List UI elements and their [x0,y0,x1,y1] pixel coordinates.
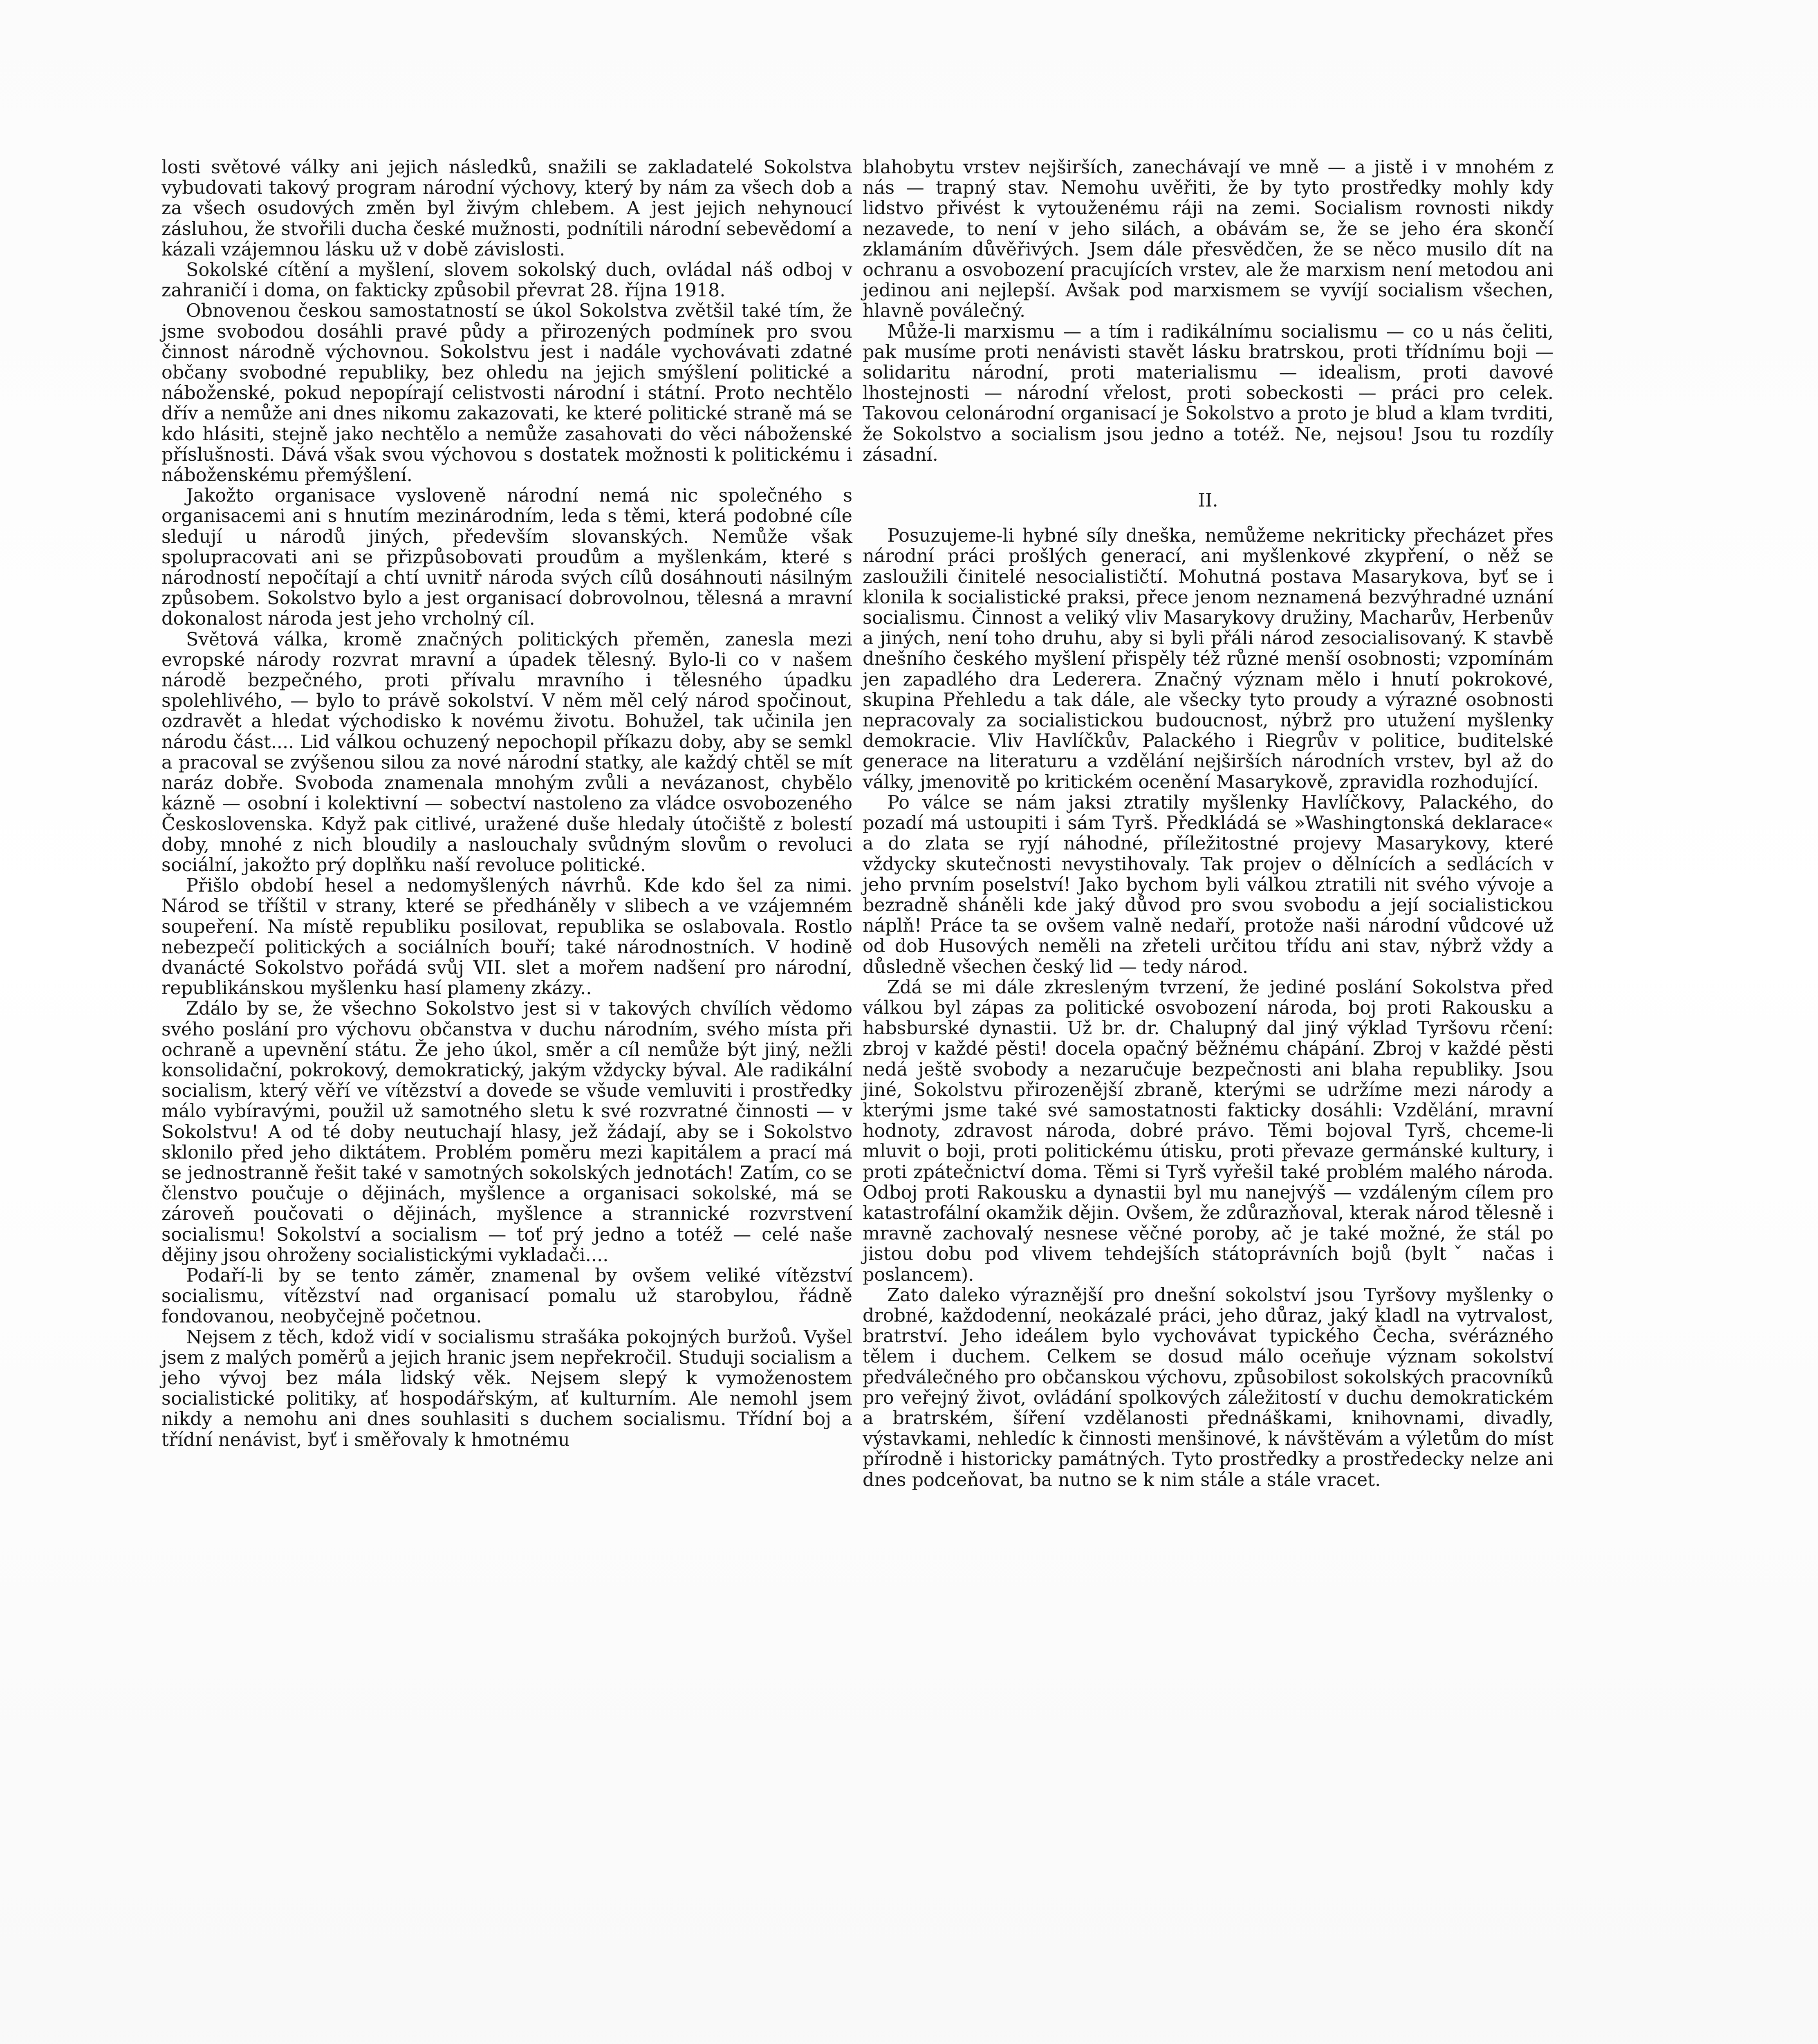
paragraph: Zdá se mi dále zkresleným tvrzení, že jediné poslání Sokolstva před válkou byl zápas za politické osvobození národa, boj proti Rakousku a habsburské dynastii. Už br. dr. Chalupný dal jiný výklad Tyršovu rčení: zbroj v každé pěsti! docela opačný běžnému chápání. Zbroj v každé pěsti nedá ještě svobody a nezaručuje bezpečnosti ani blaha republiky. Jsou jiné, Sokolstvu přirozenější zbraně, kterými se udržíme mezi národy a kterými jsme také své samostatnosti fakticky dosáhli: Vzdělání, mravní hodnoty, zdravost národa, dobré právo. Těmi bojoval Tyrš, chceme-li mluvit o boji, proti politickému útisku, proti převaze germánské kultury, i proti zpátečnictví doma. Těmi si Tyrš vyřešil také problém malého národa. Odboj proti Rakousku a dynastii byl mu nanejvýš — vzdáleným cílem pro katastrofální okamžik dějin. Ovšem, že zdůrazňoval, kterak národ tělesně i mravně zachovalý nesnese věčné poroby, ač je také možné, že stál po jistou dobu pod vlivem tehdejších státoprávních bojů (byltˇ načas i poslancem). [863,977,1553,1285]
right-column [863,157,1553,1490]
paragraph: Nejsem z těch, kdož vidí v socialismu strašáka pokojných buržoů. Vyšel jsem z malých poměrů a jejich hranic jsem nepřekročil. Studuji socialism a jeho vývoj bez mála lidský věk. Nejsem slepý k vymoženostem socialistické politiky, ať hospodářským, ať kulturním. Ale nemohl jsem nikdy a nemohu ani dnes souhlasiti s duchem socialismu. Třídní boj a třídní nenávist, byť i směřovaly k hmotnému [161,1327,852,1450]
section-heading: II. [1198,490,1218,511]
paragraph: Přišlo období hesel a nedomyšlených návrhů. Kde kdo šel za nimi. Národ se tříštil v strany, které se předháněly v slibech a ve vzájemném soupeření. Na místě republiku posilovat, republika se oslabovala. Rostlo nebezpečí politických a sociálních bouří; také národnostních. V hodině dvanácté Sokolstvo pořádá svůj VII. slet a mořem nadšení pro národní, republikánskou myšlenku hasí plameny zkázy.. [161,875,852,999]
paragraph: Sokolské cítění a myšlení, slovem sokolský duch, ovládal náš odboj v zahraničí i doma, on fakticky způsobil převrat 28. října 1918. [161,260,852,301]
paragraph: Posuzujeme-li hybné síly dneška, nemůžeme nekriticky přecházet přes národní práci prošlých generací, ani myšlenkové zkypření, o něž se zasloužili činitelé nesocialističtí. Mohutná postava Masarykova, byť se i klonila k socialistické praksi, přece jenom neznamená bezvýhradné uznání socialismu. Činnost a veliký vliv Masarykovy družiny, Macharův, Herbenův a jiných, není toho druhu, aby si byli přáli národ zesocialisovaný. K stavbě dnešního českého myšlení přispěly též různé menší osobnosti; vzpomínám jen zapadlého dra Lederera. Značný význam mělo i hnutí pokrokové, skupina Přehledu a tak dále, ale všecky tyto proudy a výrazné osobnosti nepracovaly za socialistickou budoucnost, nýbrž pro utužení myšlenky demokracie. Vliv Havlíčkův, Palackého i Riegrův v politice, buditelské generace na literaturu a vzdělání nejširších národních vrstev, byl až do války, jmenovitě po kritickém ocenění Masarykově, zpravidla rozhodující. [863,525,1553,793]
left-column [161,157,852,1450]
paragraph: Může-li marxismu — a tím i radikálnímu socialismu — co u nás čeliti, pak musíme proti nenávisti stavět lásku bratrskou, proti třídnímu boji — solidaritu národní, proti materialismu — idealism, proti davové lhostejnosti — národní vřelost, proti sobeckosti — práci pro celek. Takovou celonárodní organisací je Sokolstvo a proto je blud a klam tvrditi, že Sokolstvo a socialism jsou jedno a totéž. Ne, nejsou! Jsou tu rozdíly zásadní. [863,321,1553,465]
paragraph: losti světové války ani jejich následků, snažili se zakladatelé Sokolstva vybudovati takový program národní výchovy, který by nám za všech dob a za všech osudových změn byl živým chlebem. A jest jejich nehynoucí zásluhou, že stvořili ducha české mužnosti, podnítili národní sebevědomí a kázali vzájemnou lásku už v době závislosti. [161,157,852,260]
paragraph: Jakožto organisace vysloveně národní nemá nic společného s organisacemi ani s hnutím mezinárodním, leda s těmi, která podobné cíle sledují u národů jiných, především slovanských. Nemůže však spolupracovati ani se přizpůsobovati proudům a myšlenkám, které s národností nepočítají a chtí uvnitř národa svých cílů dosáhnouti násilným způsobem. Sokolstvo bylo a jest organisací dobrovolnou, tělesná a mravní dokonalost národa jest jeho vrcholný cíl. [161,485,852,630]
paragraph: Zdálo by se, že všechno Sokolstvo jest si v takových chvílích vědomo svého poslání pro výchovu občanstva v duchu národním, svého místa při ochraně a upevnění státu. Že jeho úkol, směr a cíl nemůže být jiný, nežli konsolidační, pokrokový, demokratický, jakým vždycky býval. Ale radikální socialism, který věří ve vítězství a dovede se všude vemluviti i prostředky málo vybíravými, použil už samotného sletu k své rozvratné činnosti — v Sokolstvu! A od té doby neutuchají hlasy, jež žádají, aby se i Sokolstvo sklonilo před jeho diktátem. Problém poměru mezi kapitálem a prací má se jednostranně řešit také v samotných sokolských jednotách! Zatím, co se členstvo poučuje o dějinách, myšlence a organisaci sokolské, má se zároveň poučovati o dějinách, myšlence a strannické rozvrstvení socialismu! Sokolství a socialism — toť prý jedno a totéž — celé naše dějiny jsou ohroženy socialistickými vykladači.... [161,998,852,1266]
paragraph: Světová válka, kromě značných politických přeměn, zanesla mezi evropské národy rozvrat mravní a úpadek tělesný. Bylo-li co v našem národě bezpečného, proti přívalu mravního i tělesného úpadku spolehlivého, — bylo to právě sokolství. V něm měl celý národ spočinout, ozdravět a hledat východisko k novému životu. Bohužel, tak učinila jen národu část.... Lid válkou ochuzený nepochopil příkazu doby, aby se semkl a pracoval se zvýšenou silou za nové národní statky, ale každý chtěl se mít naráz dobře. Svoboda znamenala mnohým zvůli a nevázanost, chybělo kázně — osobní i kolektivní — sobectví nastoleno za vládce osvobozeného Československa. Když pak citlivé, uražené duše hledaly útočiště z bolestí doby, mnohé z nich bloudily a naslouchaly svůdným slovům o revoluci sociální, jakožto prý doplňku naší revoluce politické. [161,629,852,876]
paragraph: blahobytu vrstev nejširších, zanechávají ve mně — a jistě i v mnohém z nás — trapný stav. Nemohu uvěřiti, že by tyto prostředky mohly kdy lidstvo přivést k vytouženému ráji na zemi. Socialism rovnosti nikdy nezavede, to není v jeho silách, a obávám se, že se jeho éra skončí zklamáním důvěřivých. Jsem dále přesvědčen, že se něco musilo dít na ochranu a osvobození pracujících vrstev, ale že marxism není metodou ani jedinou ani nejlepší. Avšak pod marxismem se vyvíjí socialism všechen, hlavně poválečný. [863,157,1553,322]
paragraph: Po válce se nám jaksi ztratily myšlenky Havlíčkovy, Palackého, do pozadí má ustoupiti i sám Tyrš. Předkládá se »Washingtonská deklarace« a do zlata se ryjí náhodné, příležitostné projevy Masarykovy, které vždycky skutečnosti nevystihovaly. Tak projev o dělnících a sedlácích v jeho prvním poselství! Jako bychom byli válkou ztratili nit svého vývoje a bezradně sháněli kde jaký důvod pro svou svobodu a její socialistickou náplň! Práce ta se ovšem valně nedaří, protože naši národní vůdcové už od dob Husových neměli na zřeteli určitou třídu ani stav, nýbrž vždy a důsledně všechen český lid — tedy národ. [863,792,1553,977]
paragraph: Zato daleko výraznější pro dnešní sokolství jsou Tyršovy myšlenky o drobné, každodenní, neokázalé práci, jeho důraz, jaký kladl na vytrvalost, bratrství. Jeho ideálem bylo vychovávat typického Čecha, svérázného tělem i duchem. Celkem se dosud málo oceňuje význam sokolství předválečného pro občanskou výchovu, způsobilost sokolských pracovníků pro veřejný život, ovládání spolkových záležitostí v duchu demokratickém a bratrském, šíření vzdělanosti přednáškami, knihovnami, divadly, výstavkami, nehledíc k činnosti menšinové, k návštěvám a výletům do míst přírodně i historicky památných. Tyto prostředky a prostředecky nelze ani dnes podceňovat, ba nutno se k nim stále a stále vracet. [863,1284,1553,1490]
paragraph: Obnovenou českou samostatností se úkol Sokolstva zvětšil také tím, že jsme svobodou dosáhli pravé půdy a přirozených podmínek pro svou činnost národně výchovnou. Sokolstvu jest i nadále vychovávati zdatné občany svobodné republiky, bez ohledu na jejich smýšlení politické a náboženské, pokud nepopírají celistvosti národní i státní. Proto nechtělo dřív a nemůže ani dnes nikomu zakazovati, ke které politické straně má se kdo hlásiti, stejně jako nechtělo a nemůže zasahovati do věci náboženské příslušnosti. Dává však svou výchovou s dostatek možnosti k politickému i náboženskému přemýšlení. [161,300,852,486]
paragraph: Podaří-li by se tento záměr, znamenal by ovšem veliké vítězství socialismu, vítězství nad organisací pomalu už starobylou, řádně fondovanou, neobyčejně početnou. [161,1265,852,1327]
